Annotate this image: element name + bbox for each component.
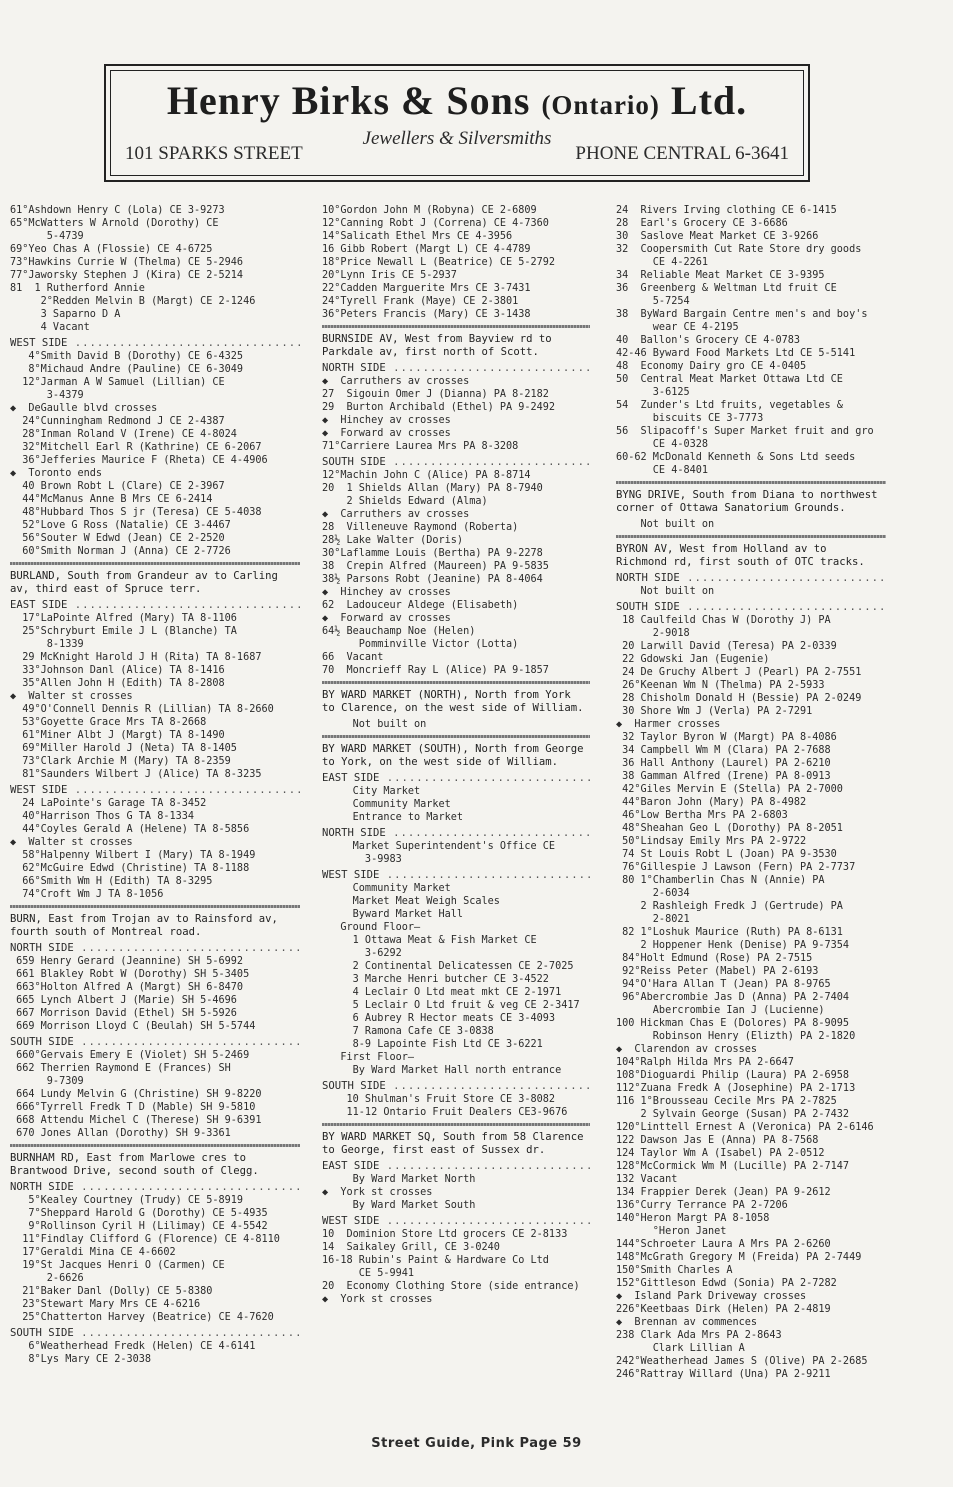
directory-entry: 36°Jefferies Maurice F (Rheta) CE 4-4906 [10, 455, 268, 466]
directory-entry: ◆ Hinchey av crosses [322, 587, 451, 598]
directory-entry: 2-6034 [616, 888, 690, 899]
side-heading: SOUTH SIDE ..... [322, 1080, 590, 1093]
directory-column-2 [322, 204, 590, 1306]
directory-entry: City Market [322, 786, 421, 797]
directory-entry: biscuits CE 3-7773 [616, 413, 764, 424]
directory-entry: 73°Hawkins Currie W (Thelma) CE 5-2946 [10, 257, 244, 268]
directory-entry: 65°McWatters W Arnold (Dorothy) CE [10, 218, 219, 229]
directory-entry: 28 Earl's Grocery CE 3-6686 [616, 218, 788, 229]
directory-entry: ◆ Hinchey av crosses [322, 415, 451, 426]
directory-entry: 33°Johnson Danl (Alice) TA 8-1416 [10, 665, 225, 676]
directory-entry: 24°Tyrell Frank (Maye) CE 2-3801 [322, 296, 519, 307]
directory-entry: 40 Brown Robt L (Clare) CE 2-3967 [10, 481, 225, 492]
directory-entry: 20 Economy Clothing Store (side entrance) [322, 1281, 580, 1292]
directory-entry: 5°Kealey Courtney (Trudy) CE 5-8919 [10, 1195, 244, 1206]
birks-advertisement [104, 64, 810, 182]
directory-entry: 32 Taylor Byron W (Margt) PA 8-4086 [616, 732, 837, 743]
directory-entry: wear CE 4-2195 [616, 322, 739, 333]
directory-entry: 8°Lys Mary CE 2-3038 [10, 1354, 152, 1365]
directory-entry: 2 Continental Delicatessen CE 2-7025 [322, 961, 574, 972]
directory-entry: 48°Hubbard Thos S jr (Teresa) CE 5-4038 [10, 507, 262, 518]
side-heading: SOUTH SIDE ..... [10, 1036, 300, 1049]
directory-entry: 12°Machin John C (Alice) PA 8-8714 [322, 470, 531, 481]
directory-entry: 44°McManus Anne B Mrs CE 6-2414 [10, 494, 213, 505]
directory-entry: By Ward Market North [322, 1174, 476, 1185]
directory-entry: Not built on [322, 719, 427, 730]
directory-entry: 5 Leclair O Ltd fruit & veg CE 2-3417 [322, 1000, 580, 1011]
directory-entry: Abercrombie Ian J (Lucienne) [616, 1005, 825, 1016]
section-divider [616, 535, 886, 538]
directory-entry: ◆ Forward av crosses [322, 428, 451, 439]
directory-entry: 22 Gdowski Jan (Eugenie) [616, 654, 770, 665]
directory-entry: 50°Lindsay Emily Mrs PA 2-9722 [616, 836, 807, 847]
directory-entry: 92°Reiss Peter (Mabel) PA 2-6193 [616, 966, 819, 977]
directory-entry: 60-62 McDonald Kenneth & Sons Ltd seeds [616, 452, 856, 463]
directory-entry: 670 Jones Allan (Dorothy) SH 9-3361 [10, 1128, 231, 1139]
side-heading: EAST SIDE ..... [322, 772, 590, 785]
directory-entry: Market Meat Weigh Scales [322, 896, 500, 907]
advertisement-title-paren: (Ontario) [541, 90, 660, 120]
directory-entry: 36 Greenberg & Weltman Ltd fruit CE [616, 283, 837, 294]
directory-entry: 96°Abercrombie Jas D (Anna) PA 2-7404 [616, 992, 850, 1003]
directory-entry: 28°Inman Roland V (Irene) CE 4-8024 [10, 429, 237, 440]
directory-entry: 16-18 Rubin's Paint & Hardware Co Ltd [322, 1255, 549, 1266]
directory-entry: 6 Aubrey R Hector meats CE 3-4093 [322, 1013, 556, 1024]
directory-entry: Clark Lillian A [616, 1343, 745, 1354]
directory-entry: 3 Saparno D A [10, 309, 121, 320]
side-heading: EAST SIDE ..... [10, 599, 300, 612]
directory-entry: 23°Stewart Mary Mrs CE 4-6216 [10, 1299, 201, 1310]
directory-entry: 666°Tyrrell Fredk T D (Mable) SH 9-5810 [10, 1102, 256, 1113]
side-heading: WEST SIDE ..... [322, 1215, 590, 1228]
section-divider [616, 481, 886, 484]
directory-entry: 3-6125 [616, 387, 690, 398]
directory-entry: 61°Ashdown Henry C (Lola) CE 3-9273 [10, 205, 225, 216]
directory-entry: 50 Central Meat Market Ottawa Ltd CE [616, 374, 843, 385]
directory-entry: °Heron Janet [616, 1226, 727, 1237]
section-divider [322, 735, 590, 738]
directory-entry: 18°Price Newall L (Beatrice) CE 5-2792 [322, 257, 556, 268]
directory-entry: 10 Dominion Store Ltd grocers CE 2-8133 [322, 1229, 568, 1240]
side-heading: EAST SIDE ..... [322, 1160, 590, 1173]
directory-entry: Market Superintendent's Office CE [322, 841, 556, 852]
directory-entry: 38 ByWard Bargain Centre men's and boy's [616, 309, 868, 320]
directory-entry: 81°Saunders Wilbert J (Alice) TA 8-3235 [10, 769, 262, 780]
directory-entry: 120°Linttell Ernest A (Veronica) PA 2-6146 [616, 1122, 874, 1133]
advertisement-address: 101 SPARKS STREET [125, 143, 303, 164]
directory-entry: 140°Heron Margt PA 8-1058 [616, 1213, 770, 1224]
directory-entry: 12°Jarman A W Samuel (Lillian) CE [10, 377, 225, 388]
directory-entry: CE 4-2261 [616, 257, 709, 268]
side-heading: WEST SIDE ..... [10, 784, 300, 797]
directory-entry: 48 Economy Dairy gro CE 4-0405 [616, 361, 807, 372]
directory-entry: 663°Holton Alfred A (Margt) SH 6-8470 [10, 982, 244, 993]
directory-entry: 38 Crepin Alfred (Maureen) PA 9-5835 [322, 561, 549, 572]
directory-entry: ◆ York st crosses [322, 1187, 433, 1198]
directory-entry: By Ward Market South [322, 1200, 476, 1211]
directory-entry: 36 Hall Anthony (Laurel) PA 2-6210 [616, 758, 831, 769]
directory-entry: 60°Smith Norman J (Anna) CE 2-7726 [10, 546, 231, 557]
directory-entry: 6°Weatherhead Fredk (Helen) CE 4-6141 [10, 1341, 256, 1352]
directory-entry: 12°Canning Robt J (Correna) CE 4-7360 [322, 218, 549, 229]
directory-entry: 42°Giles Mervin E (Stella) PA 2-7000 [616, 784, 843, 795]
directory-entry: 668 Attendu Michel C (Therese) SH 9-6391 [10, 1115, 262, 1126]
section-divider [10, 1144, 300, 1147]
directory-entry: Entrance to Market [322, 812, 464, 823]
directory-entry: 62 Ladouceur Aldege (Elisabeth) [322, 600, 519, 611]
directory-entry: 2 Shields Edward (Alma) [322, 496, 488, 507]
directory-entry: 8°Michaud Andre (Pauline) CE 6-3049 [10, 364, 244, 375]
directory-entry: CE 5-9941 [322, 1268, 415, 1279]
directory-entry: 24 Rivers Irving clothing CE 6-1415 [616, 205, 837, 216]
directory-entry: 2°Redden Melvin B (Margt) CE 2-1246 [10, 296, 256, 307]
directory-entry: 9°Rollinson Cyril H (Lilimay) CE 4-5542 [10, 1221, 268, 1232]
directory-entry: 66 Vacant [322, 652, 384, 663]
side-heading: NORTH SIDE ..... [10, 1181, 300, 1194]
section-divider [10, 905, 300, 908]
directory-entry: 246°Rattray Willard (Una) PA 2-9211 [616, 1369, 831, 1380]
directory-entry: 29 McKnight Harold J H (Rita) TA 8-1687 [10, 652, 262, 663]
directory-entry: 136°Curry Terrance PA 2-7206 [616, 1200, 788, 1211]
directory-entry: 40 Ballon's Grocery CE 4-0783 [616, 335, 801, 346]
section-divider [322, 1123, 590, 1126]
directory-entry: 20 1 Shields Allan (Mary) PA 8-7940 [322, 483, 543, 494]
directory-entry: 242°Weatherhead James S (Olive) PA 2-2685 [616, 1356, 868, 1367]
directory-entry: 70 Moncrieff Ray L (Alice) PA 9-1857 [322, 665, 549, 676]
directory-entry: 22°Cadden Marguerite Mrs CE 3-7431 [322, 283, 531, 294]
directory-entry: ◆ Walter st crosses [10, 691, 133, 702]
directory-entry: 82 1°Loshuk Maurice (Ruth) PA 8-6131 [616, 927, 843, 938]
directory-entry: 25°Chatterton Harvey (Beatrice) CE 4-7620 [10, 1312, 274, 1323]
directory-entry: 28½ Lake Walter (Doris) [322, 535, 464, 546]
directory-entry: 3-4379 [10, 390, 84, 401]
street-heading: BY WARD MARKET (NORTH), North from York to Clarence, on the west side of William. [322, 689, 584, 714]
directory-entry: 71°Carriere Laurea Mrs PA 8-3208 [322, 441, 519, 452]
directory-entry: 74 St Louis Robt L (Joan) PA 9-3530 [616, 849, 837, 860]
directory-entry: 8-1339 [10, 639, 84, 650]
directory-entry: 2 Rashleigh Fredk J (Gertrude) PA [616, 901, 843, 912]
directory-entry: 66°Smith Wm H (Edith) TA 8-3295 [10, 876, 213, 887]
directory-entry: 238 Clark Ada Mrs PA 2-8643 [616, 1330, 782, 1341]
directory-entry: 56 Slipacoff's Super Market fruit and gro [616, 426, 874, 437]
directory-entry: 36°Peters Francis (Mary) CE 3-1438 [322, 309, 531, 320]
directory-column-3 [616, 204, 886, 1381]
directory-entry: 150°Smith Charles A [616, 1265, 733, 1276]
street-heading: BURN, East from Trojan av to Rainsford av, fourth south of Montreal road. [10, 913, 278, 938]
directory-entry: 24 LaPointe's Garage TA 8-3452 [10, 798, 207, 809]
directory-entry: 7°Sheppard Harold G (Dorothy) CE 5-4935 [10, 1208, 268, 1219]
directory-entry: 61°Miner Albt J (Margt) TA 8-1490 [10, 730, 225, 741]
directory-entry: 226°Keetbaas Dirk (Helen) PA 2-4819 [616, 1304, 831, 1315]
directory-entry: ◆ Brennan av commences [616, 1317, 758, 1328]
directory-entry: ◆ Toronto ends [10, 468, 103, 479]
side-heading: WEST SIDE ..... [322, 869, 590, 882]
directory-entry: 18 Caulfeild Chas W (Dorothy J) PA [616, 615, 831, 626]
directory-entry: 42-46 Byward Food Markets Ltd CE 5-5141 [616, 348, 856, 359]
directory-entry: 3-6292 [322, 948, 402, 959]
directory-entry: ◆ Walter st crosses [10, 837, 133, 848]
street-heading: BY WARD MARKET SQ, South from 58 Clarence to George, first east of Sussex dr. [322, 1131, 584, 1156]
street-heading: BURNHAM RD, East from Marlowe cres to Brantwood Drive, second south of Clegg. [10, 1152, 259, 1177]
directory-entry: 9-7309 [10, 1076, 84, 1087]
directory-entry: 112°Zuana Fredk A (Josephine) PA 2-1713 [616, 1083, 856, 1094]
directory-entry: 25°Schryburt Emile J L (Blanche) TA [10, 626, 237, 637]
directory-entry: 30 Shore Wm J (Verla) PA 2-7291 [616, 706, 813, 717]
directory-entry: 80 1°Chamberlin Chas N (Annie) PA [616, 875, 825, 886]
directory-entry: Community Market [322, 883, 451, 894]
directory-entry: 14 Saikaley Grill, CE 3-0240 [322, 1242, 500, 1253]
directory-entry: 24°Cunningham Redmond J CE 2-4387 [10, 416, 225, 427]
directory-entry: 56°Souter W Edwd (Jean) CE 2-2520 [10, 533, 225, 544]
directory-entry: 10°Gordon John M (Robyna) CE 2-6809 [322, 205, 537, 216]
side-heading: SOUTH SIDE ..... [616, 601, 886, 614]
side-heading: SOUTH SIDE ..... [10, 1327, 300, 1340]
section-divider [10, 562, 300, 565]
directory-entry: 5-4739 [10, 231, 84, 242]
directory-entry: 76°Gillespie J Lawson (Fern) PA 2-7737 [616, 862, 856, 873]
street-heading: BURNSIDE AV, West from Bayview rd to Parkdale av, first north of Scott. [322, 333, 552, 358]
directory-entry: 21°Baker Danl (Dolly) CE 5-8380 [10, 1286, 213, 1297]
directory-entry: 94°O'Hara Allan T (Jean) PA 8-9765 [616, 979, 831, 990]
advertisement-title [111, 77, 803, 124]
directory-entry: 30°Laflamme Louis (Bertha) PA 9-2278 [322, 548, 543, 559]
directory-entry: 2 Hoppener Henk (Denise) PA 9-7354 [616, 940, 850, 951]
directory-entry: 53°Goyette Grace Mrs TA 8-2668 [10, 717, 207, 728]
directory-entry: 26°Keenan Wm N (Thelma) PA 2-5933 [616, 680, 825, 691]
directory-entry: 5-7254 [616, 296, 690, 307]
directory-column-1 [10, 204, 300, 1366]
directory-entry: 24 De Gruchy Albert J (Pearl) PA 2-7551 [616, 667, 862, 678]
directory-entry: 58°Halpenny Wilbert I (Mary) TA 8-1949 [10, 850, 256, 861]
directory-entry: 19°St Jacques Henri O (Carmen) CE [10, 1260, 225, 1271]
directory-entry: 34 Reliable Meat Market CE 3-9395 [616, 270, 825, 281]
directory-entry: 661 Blakley Robt W (Dorothy) SH 5-3405 [10, 969, 250, 980]
section-divider [322, 681, 590, 684]
directory-entry: 660°Gervais Emery E (Violet) SH 5-2469 [10, 1050, 250, 1061]
advertisement-phone: PHONE CENTRAL 6-3641 [575, 143, 789, 164]
directory-entry: 28 Chisholm Donald H (Bessie) PA 2-0249 [616, 693, 862, 704]
street-heading: BYNG DRIVE, South from Diana to northwest corner of Ottawa Sanatorium Grounds. [616, 489, 878, 514]
directory-entry: 84°Holt Edmund (Rose) PA 2-7515 [616, 953, 813, 964]
directory-entry: 54 Zunder's Ltd fruits, vegetables & [616, 400, 843, 411]
directory-entry: ◆ Carruthers av crosses [322, 509, 470, 520]
street-heading: BY WARD MARKET (SOUTH), North from George to York, on the west side of William. [322, 743, 584, 768]
directory-entry: ◆ York st crosses [322, 1294, 433, 1305]
directory-entry: 46°Low Bertha Mrs PA 2-6803 [616, 810, 788, 821]
directory-entry: 104°Ralph Hilda Mrs PA 2-6647 [616, 1057, 794, 1068]
directory-entry: 69°Yeo Chas A (Flossie) CE 4-6725 [10, 244, 213, 255]
directory-entry: 62°McGuire Edwd (Christine) TA 8-1188 [10, 863, 250, 874]
street-heading: BYRON AV, West from Holland av to Richmond rd, first south of OTC tracks. [616, 543, 865, 568]
directory-entry: Ground Floor— [322, 922, 421, 933]
directory-entry: 49°O'Connell Dennis R (Lillian) TA 8-2660 [10, 704, 274, 715]
directory-entry: Not built on [616, 586, 715, 597]
directory-entry: 69°Miller Harold J (Neta) TA 8-1405 [10, 743, 237, 754]
directory-entry: First Floor— [322, 1052, 415, 1063]
directory-entry: ◆ Clarendon av crosses [616, 1044, 758, 1055]
directory-entry: 38½ Parsons Robt (Jeanine) PA 8-4064 [322, 574, 543, 585]
directory-entry: 48°Sheahan Geo L (Dorothy) PA 8-2051 [616, 823, 843, 834]
directory-entry: 2-6626 [10, 1273, 84, 1284]
directory-entry: 664 Lundy Melvin G (Christine) SH 9-8220 [10, 1089, 262, 1100]
directory-entry: 44°Coyles Gerald A (Helene) TA 8-5856 [10, 824, 250, 835]
directory-entry: 4°Smith David B (Dorothy) CE 6-4325 [10, 351, 244, 362]
directory-entry: ◆ Harmer crosses [616, 719, 721, 730]
directory-entry: 2-9018 [616, 628, 690, 639]
directory-entry: 17°Geraldi Mina CE 4-6602 [10, 1247, 176, 1258]
directory-entry: 35°Allen John H (Edith) TA 8-2808 [10, 678, 225, 689]
advertisement-title-end: Ltd. [670, 78, 748, 123]
street-heading: BURLAND, South from Grandeur av to Carling av, third east of Spruce terr. [10, 570, 278, 595]
directory-entry: 132 Vacant [616, 1174, 678, 1185]
directory-entry: By Ward Market Hall north entrance [322, 1065, 562, 1076]
directory-entry: 38 Gamman Alfred (Irene) PA 8-0913 [616, 771, 831, 782]
directory-entry: Byward Market Hall [322, 909, 464, 920]
directory-entry: 2-8021 [616, 914, 690, 925]
directory-entry: 4 Vacant [10, 322, 90, 333]
directory-entry: 16 Gibb Robert (Margt L) CE 4-4789 [322, 244, 531, 255]
directory-entry: 32°Mitchell Earl R (Kathrine) CE 6-2067 [10, 442, 262, 453]
directory-entry: 662 Therrien Raymond E (Frances) SH [10, 1063, 231, 1074]
advertisement-subtitle: Jewellers & Silversmiths [362, 128, 552, 149]
directory-entry: 4 Leclair O Ltd meat mkt CE 2-1971 [322, 987, 562, 998]
directory-entry: 28 Villeneuve Raymond (Roberta) [322, 522, 519, 533]
directory-entry: 81 1 Rutherford Annie [10, 283, 145, 294]
directory-entry: 11°Findlay Clifford G (Florence) CE 4-8110 [10, 1234, 280, 1245]
directory-entry: 128°McCormick Wm M (Lucille) PA 2-7147 [616, 1161, 850, 1172]
directory-entry: ◆ Island Park Driveway crosses [616, 1291, 807, 1302]
directory-entry: 32 Coopersmith Cut Rate Store dry goods [616, 244, 862, 255]
directory-entry: Robinson Henry (Elizth) PA 2-1820 [616, 1031, 856, 1042]
directory-entry: ◆ Forward av crosses [322, 613, 451, 624]
directory-entry: 122 Dawson Jas E (Anna) PA 8-7568 [616, 1135, 819, 1146]
directory-entry: 124 Taylor Wm A (Isabel) PA 2-0512 [616, 1148, 825, 1159]
side-heading: NORTH SIDE ..... [322, 362, 590, 375]
directory-entry: 17°LaPointe Alfred (Mary) TA 8-1106 [10, 613, 237, 624]
directory-entry: 73°Clark Archie M (Mary) TA 8-2359 [10, 756, 231, 767]
directory-entry: CE 4-0328 [616, 439, 709, 450]
directory-entry: Pomminville Victor (Lotta) [322, 639, 519, 650]
directory-entry: 152°Gittleson Edwd (Sonia) PA 2-7282 [616, 1278, 837, 1289]
side-heading: NORTH SIDE ..... [616, 572, 886, 585]
side-heading: SOUTH SIDE ..... [322, 456, 590, 469]
directory-entry: 1 Ottawa Meat & Fish Market CE [322, 935, 537, 946]
section-divider [322, 325, 590, 328]
directory-entry: 27 Sigouin Omer J (Dianna) PA 8-2182 [322, 389, 549, 400]
side-heading: NORTH SIDE ..... [10, 942, 300, 955]
directory-entry: 40°Harrison Thos G TA 8-1334 [10, 811, 195, 822]
directory-entry: 64½ Beauchamp Noe (Helen) [322, 626, 476, 637]
directory-entry: 665 Lynch Albert J (Marie) SH 5-4696 [10, 995, 237, 1006]
directory-entry: 44°Baron John (Mary) PA 8-4982 [616, 797, 807, 808]
directory-entry: ◆ Carruthers av crosses [322, 376, 470, 387]
advertisement-title-main: Henry Birks & Sons [166, 78, 531, 123]
directory-entry: 14°Salicath Ethel Mrs CE 4-3956 [322, 231, 513, 242]
directory-entry: Not built on [616, 519, 715, 530]
directory-entry: 134 Frappier Derek (Jean) PA 9-2612 [616, 1187, 831, 1198]
directory-entry: Community Market [322, 799, 451, 810]
directory-entry: 7 Ramona Cafe CE 3-0838 [322, 1026, 494, 1037]
directory-entry: 29 Burton Archibald (Ethel) PA 9-2492 [322, 402, 556, 413]
directory-entry: 20°Lynn Iris CE 5-2937 [322, 270, 457, 281]
directory-entry: 669 Morrison Lloyd C (Beulah) SH 5-5744 [10, 1021, 256, 1032]
directory-entry: 144°Schroeter Laura A Mrs PA 2-6260 [616, 1239, 831, 1250]
directory-entry: 77°Jaworsky Stephen J (Kira) CE 2-5214 [10, 270, 244, 281]
directory-entry: ◆ DeGaulle blvd crosses [10, 403, 158, 414]
directory-entry: 34 Campbell Wm M (Clara) PA 2-7688 [616, 745, 831, 756]
directory-entry: 52°Love G Ross (Natalie) CE 3-4467 [10, 520, 231, 531]
directory-entry: 2 Sylvain George (Susan) PA 2-7432 [616, 1109, 850, 1120]
directory-entry: 10 Shulman's Fruit Store CE 3-8082 [322, 1094, 556, 1105]
directory-entry: 20 Larwill David (Teresa) PA 2-0339 [616, 641, 837, 652]
directory-entry: 148°McGrath Gregory M (Freida) PA 2-7449 [616, 1252, 862, 1263]
directory-entry: 11-12 Ontario Fruit Dealers CE3-9676 [322, 1107, 568, 1118]
directory-entry: 116 1°Brousseau Cecile Mrs PA 2-7825 [616, 1096, 837, 1107]
directory-entry: 659 Henry Gerard (Jeannine) SH 5-6992 [10, 956, 244, 967]
directory-entry: 8-9 Lapointe Fish Ltd CE 3-6221 [322, 1039, 543, 1050]
directory-entry: 3 Marche Henri butcher CE 3-4522 [322, 974, 549, 985]
side-heading: NORTH SIDE ..... [322, 827, 590, 840]
advertisement-inner-border [110, 70, 804, 176]
directory-entry: 667 Morrison David (Ethel) SH 5-5926 [10, 1008, 237, 1019]
directory-entry: CE 4-8401 [616, 465, 709, 476]
directory-entry: 30 Saslove Meat Market CE 3-9266 [616, 231, 819, 242]
directory-entry: 108°Dioguardi Philip (Laura) PA 2-6958 [616, 1070, 850, 1081]
directory-entry: 100 Hickman Chas E (Dolores) PA 8-9095 [616, 1018, 850, 1029]
page-footer: Street Guide, Pink Page 59 [371, 1436, 582, 1451]
directory-entry: 3-9983 [322, 854, 402, 865]
side-heading: WEST SIDE ..... [10, 337, 300, 350]
directory-entry: 74°Croft Wm J TA 8-1056 [10, 889, 164, 900]
